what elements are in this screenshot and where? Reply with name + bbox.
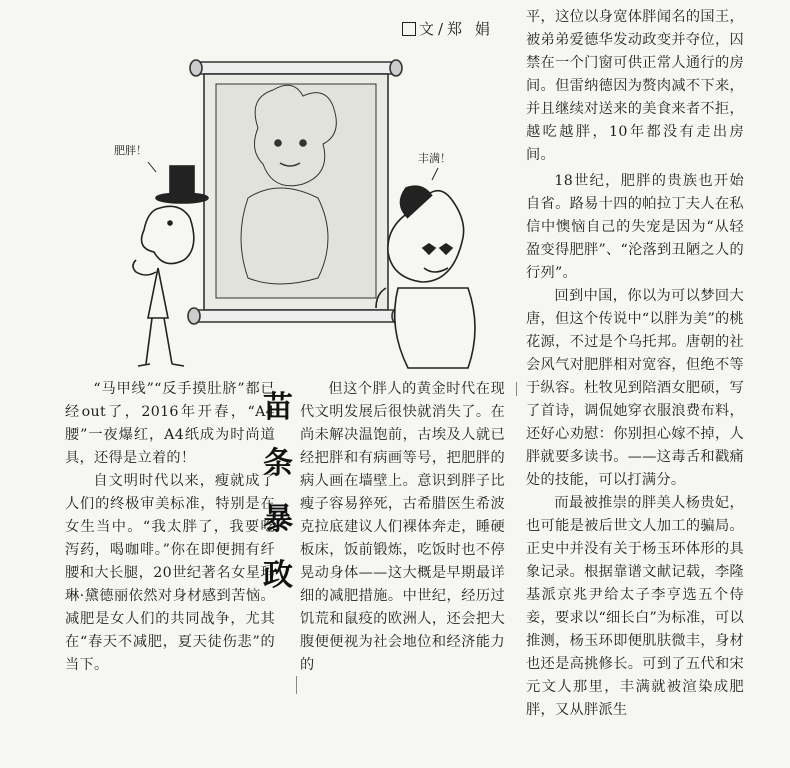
title-char: 苗 [263,390,293,425]
paragraph: 而最被推崇的胖美人杨贵妃，也可能是被后世文人加工的骗局。正史中并没有关于杨玉环体形的具象记录。根据靠谱文献记载，李隆基派京兆尹给太子李亨选五个侍妾，要求以“细长白”为标准，可以推测，杨玉环即便肌肤微丰，身材也还是高挑修长。可到了五代和宋元文人那里，丰满就被渲染成肥胖，又从胖派生 [526,495,744,718]
cartoon-illustration [78,48,518,374]
article-title [262,380,294,604]
bubble-left-text: 肥胖！ [114,144,147,157]
article-column-2 [300,378,505,677]
article-column-right-top [526,6,744,167]
column-divider [296,676,297,694]
title-char: 政 [263,558,293,593]
title-char: 条 [263,446,293,481]
paragraph: 但这个胖人的黄金时代在现代文明发展后很快就消失了。在尚未解决温饱前，古埃及人就已经把胖和有病画等号，把肥胖的病人画在墙壁上。意识到胖子比瘦子容易猝死，古希腊医生希波克拉底建议人们裸体奔走，睡硬板床，饭前锻炼，吃饭时也不停晃动身体——这大概是早期最详细的减肥措施。中世纪，经历过饥荒和鼠疫的欧洲人，还会把大腹便便视为社会地位和经济能力的 [300,381,505,673]
scroll-painting [188,60,404,324]
byline-box-icon [402,22,416,36]
column-divider [516,382,517,396]
paragraph: “马甲线”“反手摸肚脐”都已经out了，2016年开春，“A4腰”一夜爆红，A4纸成为时尚道具，还得是立着的！ [65,381,275,466]
byline [402,18,494,39]
cartoon-woman-right [376,186,475,368]
cartoon-man-left [133,166,208,366]
paragraph: 18世纪，肥胖的贵族也开始自省。路易十四的帕拉丁夫人在私信中懊恼自己的失宠是因为“从轻盈变得肥胖”、“沦落到丑陋之人的行列”。 [526,173,744,281]
paragraph: 平，这位以身宽体胖闻名的国王，被弟弟爱德华发动政变并夺位，囚禁在一个门窗可供正常人通行的房间。但雷纳德因为赘肉减不下来，并且继续对送来的美食来者不拒，越吃越胖，10年都没有走出房间。 [526,9,744,163]
paragraph: 自文明时代以来，瘦就成了人们的终极审美标准，特别是在女生当中。“我太胖了，我要吃泻药，喝咖啡。”你在即便拥有纤腰和大长腿，20世纪著名女星玛琳·黛德丽依然对身材感到苦恼。减肥是女人们的共同战争，尤其在“春天不减肥，夏天徒伤悲”的当下。 [65,473,275,673]
article-column-right [526,170,744,722]
bubble-right-text: 丰满！ [418,152,451,165]
byline-author: 文/郑 娟 [419,20,494,38]
paragraph: 回到中国，你以为可以梦回大唐，但这个传说中“以胖为美”的桃花源，不过是个乌托邦。唐朝的社会风气对肥胖相对宽容，但绝不等于纵容。杜牧见到陪酒女肥硕，写了首诗，调侃她穿衣服浪费布料，还好心劝慰：你别担心嫁不掉，人胖就要多读书。——这毒舌和戳痛处的技能，可以打满分。 [526,288,744,488]
speech-bubble-right [418,151,451,180]
article-column-1 [65,378,275,677]
speech-bubble-left [114,143,156,172]
title-char: 暴 [263,502,293,537]
